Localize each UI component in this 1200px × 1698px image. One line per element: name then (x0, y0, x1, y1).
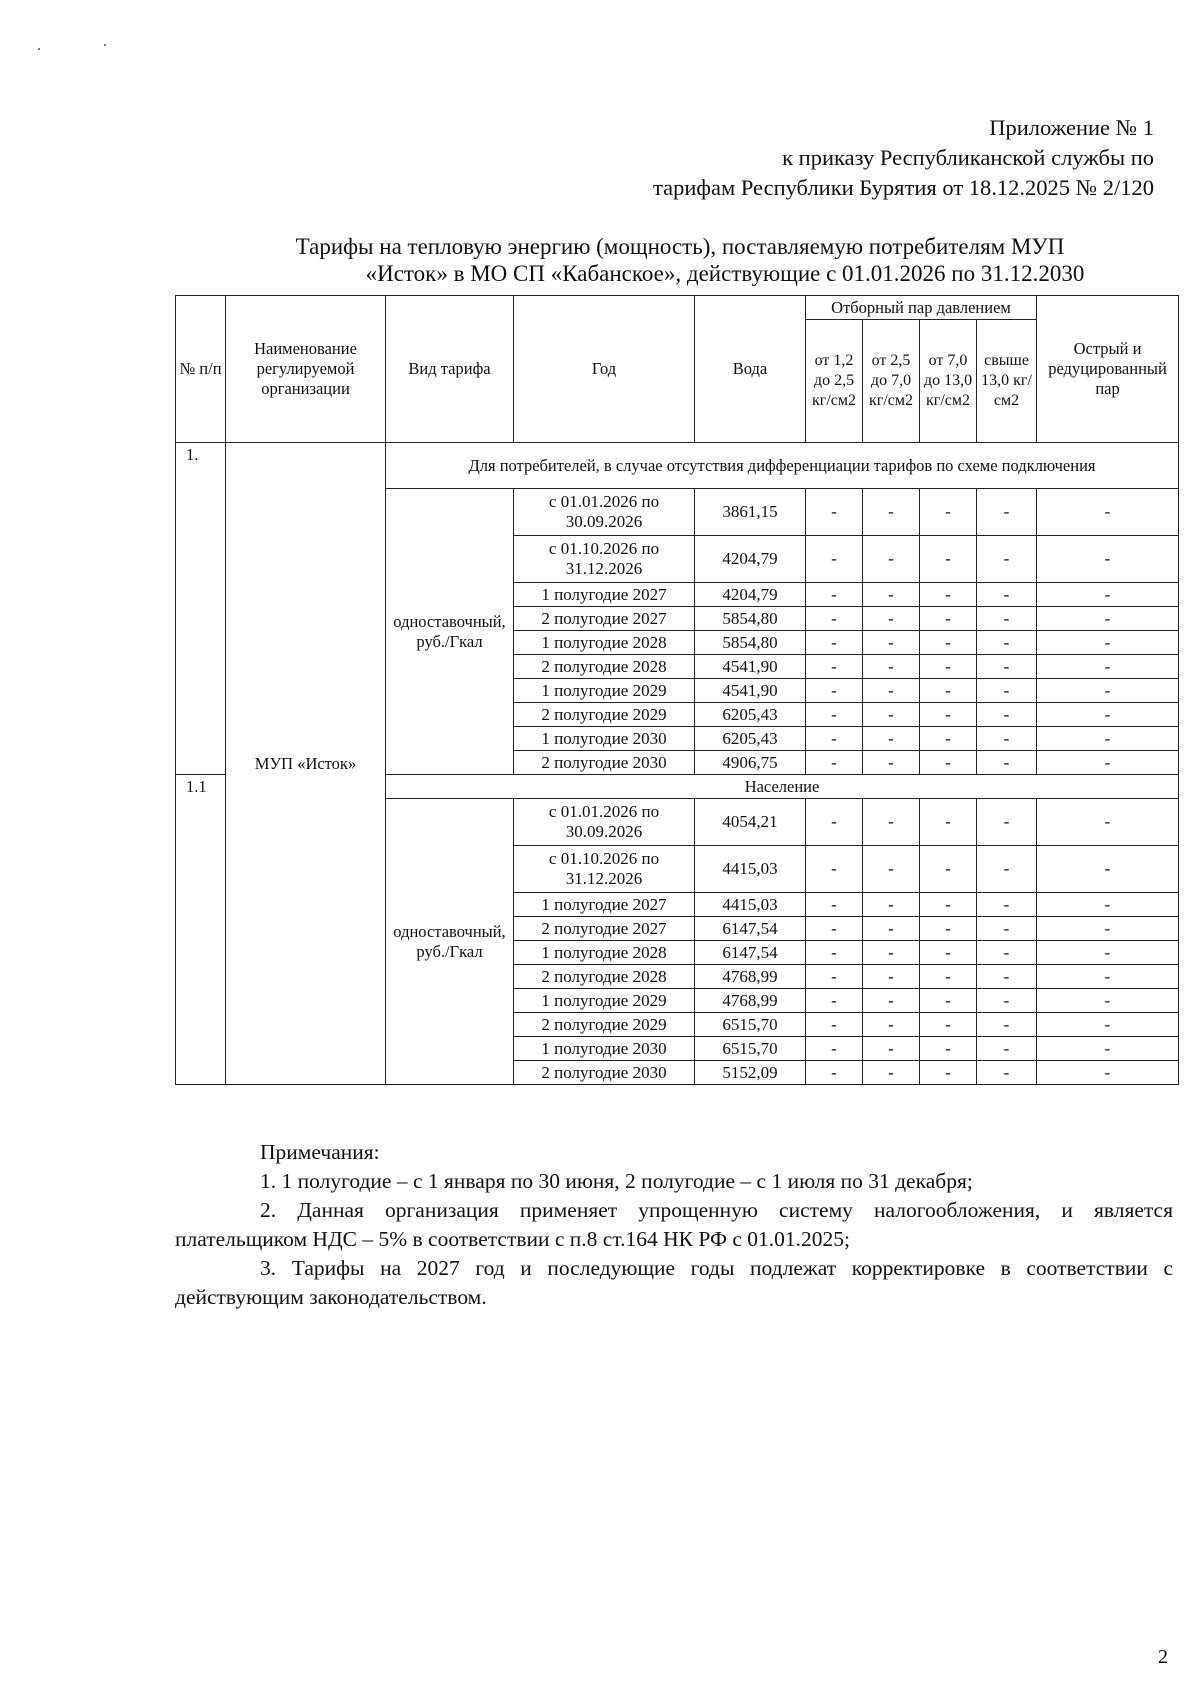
empty-value-dash: - (977, 917, 1037, 941)
empty-value-dash: - (977, 631, 1037, 655)
empty-value-dash: - (920, 1061, 977, 1085)
period-cell: 2 полугодие 2027 (514, 607, 695, 631)
empty-value-dash: - (920, 846, 977, 893)
water-value: 5854,80 (695, 631, 806, 655)
empty-value-dash: - (977, 583, 1037, 607)
empty-value-dash: - (1037, 941, 1179, 965)
empty-value-dash: - (920, 893, 977, 917)
empty-value-dash: - (863, 1037, 920, 1061)
empty-value-dash: - (1037, 917, 1179, 941)
header-steam-group: Отборный пар давлением (806, 296, 1037, 320)
header-water: Вода (695, 296, 806, 443)
empty-value-dash: - (1037, 727, 1179, 751)
header-pressure-p2: от 2,5 до 7,0 кг/см2 (863, 320, 920, 443)
period-cell: 2 полугодие 2030 (514, 751, 695, 775)
empty-value-dash: - (806, 751, 863, 775)
header-sharp-steam: Острый и редуцированный пар (1037, 296, 1179, 443)
empty-value-dash: - (977, 607, 1037, 631)
empty-value-dash: - (920, 1037, 977, 1061)
water-value: 5152,09 (695, 1061, 806, 1085)
empty-value-dash: - (977, 751, 1037, 775)
period-cell: 2 полугодие 2029 (514, 1013, 695, 1037)
section-number: 1. (176, 443, 226, 775)
header-pressure-p1: от 1,2 до 2,5 кг/см2 (806, 320, 863, 443)
tariff-table (175, 295, 1179, 1085)
empty-value-dash: - (1037, 846, 1179, 893)
empty-value-dash: - (1037, 1013, 1179, 1037)
empty-value-dash: - (806, 703, 863, 727)
empty-value-dash: - (920, 607, 977, 631)
period-cell: с 01.10.2026 по 31.12.2026 (514, 846, 695, 893)
header-pressure-p4: свыше 13,0 кг/см2 (977, 320, 1037, 443)
empty-value-dash: - (920, 655, 977, 679)
period-cell: 1 полугодие 2028 (514, 631, 695, 655)
header-year: Год (514, 296, 695, 443)
empty-value-dash: - (920, 941, 977, 965)
empty-value-dash: - (920, 489, 977, 536)
empty-value-dash: - (920, 536, 977, 583)
period-cell: 2 полугодие 2028 (514, 965, 695, 989)
water-value: 4906,75 (695, 751, 806, 775)
empty-value-dash: - (1037, 893, 1179, 917)
empty-value-dash: - (863, 583, 920, 607)
period-cell: 1 полугодие 2027 (514, 893, 695, 917)
empty-value-dash: - (977, 655, 1037, 679)
empty-value-dash: - (1037, 607, 1179, 631)
empty-value-dash: - (806, 1037, 863, 1061)
header-pressure-p3: от 7,0 до 13,0 кг/см2 (920, 320, 977, 443)
empty-value-dash: - (863, 655, 920, 679)
empty-value-dash: - (806, 679, 863, 703)
section-number: 1.1 (176, 775, 226, 1085)
empty-value-dash: - (863, 917, 920, 941)
notes-heading: Примечания: (260, 1140, 380, 1164)
title-line-1: Тарифы на тепловую энергию (мощность), поставляемую потребителям МУП (295, 234, 1065, 259)
title-line-2: «Исток» в МО СП «Кабанское», действующие с 01.01.2026 по 31.12.2030 (365, 261, 1085, 286)
header-tariff-type: Вид тарифа (386, 296, 514, 443)
scan-speck (104, 44, 106, 46)
empty-value-dash: - (806, 1013, 863, 1037)
empty-value-dash: - (1037, 703, 1179, 727)
empty-value-dash: - (806, 727, 863, 751)
period-cell: 2 полугодие 2029 (514, 703, 695, 727)
empty-value-dash: - (977, 846, 1037, 893)
empty-value-dash: - (863, 1061, 920, 1085)
empty-value-dash: - (920, 727, 977, 751)
empty-value-dash: - (1037, 989, 1179, 1013)
empty-value-dash: - (863, 631, 920, 655)
organization-name: МУП «Исток» (226, 443, 386, 1085)
empty-value-dash: - (920, 703, 977, 727)
empty-value-dash: - (806, 536, 863, 583)
appendix-line-3: тарифам Республики Бурятия от 18.12.2025 № 2/120 (653, 175, 1154, 200)
empty-value-dash: - (1037, 1061, 1179, 1085)
empty-value-dash: - (1037, 583, 1179, 607)
empty-value-dash: - (977, 727, 1037, 751)
empty-value-dash: - (920, 965, 977, 989)
water-value: 6147,54 (695, 917, 806, 941)
water-value: 4415,03 (695, 846, 806, 893)
tariff-type: одноставочный, руб./Гкал (386, 489, 514, 775)
tariff-type: одноставочный, руб./Гкал (386, 799, 514, 1085)
empty-value-dash: - (1037, 536, 1179, 583)
empty-value-dash: - (863, 989, 920, 1013)
empty-value-dash: - (863, 846, 920, 893)
empty-value-dash: - (920, 679, 977, 703)
empty-value-dash: - (1037, 1037, 1179, 1061)
empty-value-dash: - (920, 751, 977, 775)
empty-value-dash: - (977, 893, 1037, 917)
scan-speck (38, 48, 40, 50)
empty-value-dash: - (920, 583, 977, 607)
empty-value-dash: - (920, 1013, 977, 1037)
section-title: Для потребителей, в случае отсутствия дифференциации тарифов по схеме подключения (386, 443, 1179, 489)
empty-value-dash: - (863, 679, 920, 703)
empty-value-dash: - (977, 941, 1037, 965)
empty-value-dash: - (806, 489, 863, 536)
empty-value-dash: - (977, 989, 1037, 1013)
empty-value-dash: - (920, 917, 977, 941)
page-number: 2 (1158, 1646, 1168, 1668)
empty-value-dash: - (1037, 655, 1179, 679)
section-row (176, 443, 1179, 489)
period-cell: 2 полугодие 2028 (514, 655, 695, 679)
empty-value-dash: - (863, 1013, 920, 1037)
appendix-line-2: к приказу Республиканской службы по (782, 145, 1154, 170)
appendix-header (534, 113, 1154, 203)
notes (175, 1138, 1173, 1312)
period-cell: 1 полугодие 2028 (514, 941, 695, 965)
empty-value-dash: - (977, 536, 1037, 583)
water-value: 6205,43 (695, 703, 806, 727)
water-value: 3861,15 (695, 489, 806, 536)
empty-value-dash: - (806, 846, 863, 893)
empty-value-dash: - (1037, 679, 1179, 703)
empty-value-dash: - (806, 1061, 863, 1085)
water-value: 4768,99 (695, 965, 806, 989)
period-cell: 1 полугодие 2030 (514, 727, 695, 751)
empty-value-dash: - (977, 1037, 1037, 1061)
empty-value-dash: - (1037, 489, 1179, 536)
water-value: 4415,03 (695, 893, 806, 917)
empty-value-dash: - (863, 941, 920, 965)
note-item: 2. Данная организация применяет упрощенную систему налогообложения, и является плательщиком НДС – 5% в соответствии с п.8 ст.164 НК РФ с 01.01.2025; (175, 1198, 1173, 1251)
empty-value-dash: - (1037, 751, 1179, 775)
water-value: 4204,79 (695, 583, 806, 607)
empty-value-dash: - (806, 989, 863, 1013)
water-value: 6205,43 (695, 727, 806, 751)
water-value: 6515,70 (695, 1037, 806, 1061)
appendix-line-1: Приложение № 1 (989, 115, 1154, 140)
empty-value-dash: - (806, 965, 863, 989)
period-cell: с 01.01.2026 по 30.09.2026 (514, 799, 695, 846)
empty-value-dash: - (977, 703, 1037, 727)
empty-value-dash: - (806, 655, 863, 679)
empty-value-dash: - (863, 965, 920, 989)
water-value: 5854,80 (695, 607, 806, 631)
empty-value-dash: - (806, 607, 863, 631)
empty-value-dash: - (920, 631, 977, 655)
empty-value-dash: - (1037, 631, 1179, 655)
empty-value-dash: - (806, 799, 863, 846)
period-cell: с 01.01.2026 по 30.09.2026 (514, 489, 695, 536)
empty-value-dash: - (920, 989, 977, 1013)
period-cell: 2 полугодие 2030 (514, 1061, 695, 1085)
empty-value-dash: - (806, 917, 863, 941)
document-title (175, 233, 1195, 287)
section-title: Население (386, 775, 1179, 799)
water-value: 6147,54 (695, 941, 806, 965)
empty-value-dash: - (863, 751, 920, 775)
period-cell: 1 полугодие 2029 (514, 989, 695, 1013)
header-num: № п/п (176, 296, 226, 443)
water-value: 4054,21 (695, 799, 806, 846)
empty-value-dash: - (863, 607, 920, 631)
empty-value-dash: - (920, 799, 977, 846)
note-item: 3. Тарифы на 2027 год и последующие годы подлежат корректировке в соответствии с действующим законодательством. (175, 1256, 1173, 1309)
empty-value-dash: - (977, 679, 1037, 703)
empty-value-dash: - (1037, 799, 1179, 846)
empty-value-dash: - (863, 799, 920, 846)
water-value: 4541,90 (695, 655, 806, 679)
period-cell: 1 полугодие 2030 (514, 1037, 695, 1061)
period-cell: с 01.10.2026 по 31.12.2026 (514, 536, 695, 583)
water-value: 4768,99 (695, 989, 806, 1013)
empty-value-dash: - (806, 631, 863, 655)
header-org: Наименование регулируемой организации (226, 296, 386, 443)
empty-value-dash: - (977, 965, 1037, 989)
period-cell: 1 полугодие 2029 (514, 679, 695, 703)
empty-value-dash: - (863, 536, 920, 583)
empty-value-dash: - (1037, 965, 1179, 989)
empty-value-dash: - (863, 727, 920, 751)
empty-value-dash: - (977, 489, 1037, 536)
period-cell: 1 полугодие 2027 (514, 583, 695, 607)
period-cell: 2 полугодие 2027 (514, 917, 695, 941)
empty-value-dash: - (863, 489, 920, 536)
water-value: 6515,70 (695, 1013, 806, 1037)
empty-value-dash: - (977, 799, 1037, 846)
water-value: 4541,90 (695, 679, 806, 703)
empty-value-dash: - (863, 703, 920, 727)
header-row (176, 296, 1179, 320)
empty-value-dash: - (806, 893, 863, 917)
empty-value-dash: - (806, 583, 863, 607)
empty-value-dash: - (806, 941, 863, 965)
empty-value-dash: - (863, 893, 920, 917)
empty-value-dash: - (977, 1061, 1037, 1085)
water-value: 4204,79 (695, 536, 806, 583)
note-item: 1. 1 полугодие – с 1 января по 30 июня, 2 полугодие – с 1 июля по 31 декабря; (260, 1169, 973, 1193)
empty-value-dash: - (977, 1013, 1037, 1037)
